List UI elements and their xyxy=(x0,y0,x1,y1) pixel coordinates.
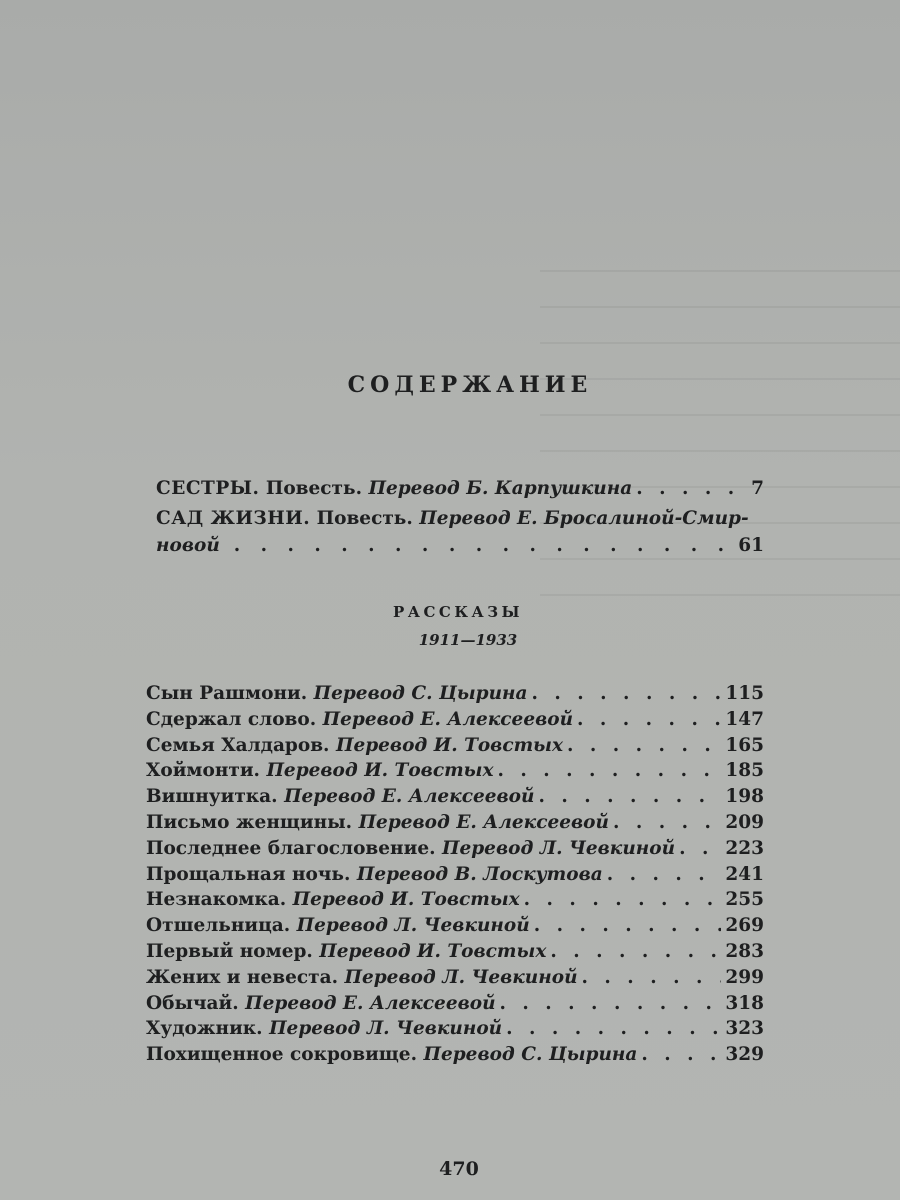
toc-entry-garden-of-life-cont xyxy=(156,535,764,556)
toc-story-entry xyxy=(146,735,764,756)
entry-translation: Перевод И. Товстых xyxy=(266,760,494,782)
entry-page: 198 xyxy=(725,786,764,808)
leader-dots xyxy=(534,915,722,936)
entry-translation: Перевод Е. Алексеевой xyxy=(245,992,496,1014)
entry-page: 318 xyxy=(725,992,764,1014)
page-number: 470 xyxy=(439,1158,479,1180)
entry-translation: Перевод И. Товстых xyxy=(335,734,564,756)
entry-page: 283 xyxy=(725,941,764,962)
entry-translation: Перевод В. Лоскутова xyxy=(356,863,603,885)
leader-dots xyxy=(636,478,740,499)
entry-page: 255 xyxy=(725,889,764,911)
entry-page: 209 xyxy=(725,812,764,833)
entry-title: Сын Рашмони. xyxy=(146,683,308,704)
toc-story-entry xyxy=(146,915,764,936)
leader-dots xyxy=(524,889,722,910)
toc-story-entry xyxy=(146,1044,764,1065)
entry-translation-cont: новой xyxy=(156,535,220,556)
entry-page: 269 xyxy=(725,915,764,937)
entry-page: 223 xyxy=(725,837,764,859)
leader-dots xyxy=(679,838,721,859)
leader-dots xyxy=(506,1018,721,1039)
entry-page: 241 xyxy=(725,863,764,885)
entry-title: Отшельница. xyxy=(146,915,291,937)
toc-story-entry xyxy=(146,786,764,807)
entry-page: 185 xyxy=(725,760,764,782)
toc-story-entry xyxy=(146,1018,764,1039)
toc-story-entry xyxy=(146,838,764,859)
entry-page: 323 xyxy=(725,1018,764,1040)
toc-story-entry xyxy=(146,993,764,1014)
toc-entry-garden-of-life xyxy=(156,508,764,529)
entry-title: Прощальная ночь. xyxy=(146,863,351,885)
leader-dots xyxy=(234,535,732,556)
stories-heading: РАССКАЗЫ xyxy=(392,603,524,621)
toc-story-entry xyxy=(146,941,764,962)
entry-page: 329 xyxy=(725,1044,764,1066)
toc-story-entry xyxy=(146,709,764,730)
entry-title: Семья Халдаров. xyxy=(146,734,330,756)
entry-translation: Перевод И. Товстых xyxy=(319,941,547,962)
leader-dots xyxy=(567,735,721,756)
leader-dots xyxy=(532,683,722,704)
leader-dots xyxy=(582,967,722,988)
stories-years: 1911—1933 xyxy=(418,631,518,649)
entry-title: Незнакомка. xyxy=(146,889,287,911)
entry-translation: Перевод Л. Чевкиной xyxy=(442,837,676,859)
entry-translation: Перевод Л. Чевкиной xyxy=(269,1018,503,1040)
entry-title: СЕСТРЫ. xyxy=(156,478,260,499)
entry-translation: Перевод Е. Алексеевой xyxy=(358,812,609,833)
entry-translation: Перевод Л. Чевкиной xyxy=(296,915,530,937)
entry-translation: Перевод Е. Алексеевой xyxy=(322,708,574,730)
entry-page: 61 xyxy=(738,535,764,556)
entry-title: Хоймонти. xyxy=(146,760,260,782)
entry-title: Художник. xyxy=(146,1018,263,1040)
leader-dots xyxy=(577,709,721,730)
entry-title: Похищенное сокровище. xyxy=(146,1044,418,1066)
entry-genre: Повесть. xyxy=(265,478,363,499)
entry-translation: Перевод И. Товстых xyxy=(292,889,520,911)
leader-dots xyxy=(498,760,722,781)
leader-dots xyxy=(538,786,721,807)
entry-genre: Повесть. xyxy=(316,508,413,529)
entry-title: Сдержал слово. xyxy=(146,708,317,730)
leader-dots xyxy=(613,812,721,833)
entry-translation: Перевод С. Цырина xyxy=(313,683,528,704)
entry-title: Жених и невеста. xyxy=(146,966,339,988)
entry-title: Вишнуитка. xyxy=(146,786,278,808)
entry-translation: Перевод Е. Бросалиной-Смир- xyxy=(419,508,749,529)
entry-page: 299 xyxy=(725,966,764,988)
toc-story-entry xyxy=(146,683,764,704)
toc-story-entry xyxy=(146,967,764,988)
toc-story-entry xyxy=(146,812,764,833)
entry-page: 147 xyxy=(725,708,764,730)
contents-title: СОДЕРЖАНИЕ xyxy=(347,372,593,398)
leader-dots xyxy=(607,864,722,885)
toc-story-entry xyxy=(146,889,764,910)
entry-title: Последнее благословение. xyxy=(146,837,436,859)
toc-story-entry xyxy=(146,760,764,781)
entry-page: 115 xyxy=(725,683,764,704)
entry-title: Первый номер. xyxy=(146,941,313,962)
entry-translation: Перевод Л. Чевкиной xyxy=(344,966,578,988)
leader-dots xyxy=(500,993,722,1014)
entry-translation: Перевод Е. Алексеевой xyxy=(284,786,535,808)
bleed-through-text xyxy=(540,240,900,620)
entry-title: Обычай. xyxy=(146,992,239,1014)
toc-story-entry xyxy=(146,864,764,885)
leader-dots xyxy=(550,941,721,962)
toc-entry-sisters xyxy=(156,478,764,499)
leader-dots xyxy=(641,1044,721,1065)
entry-translation: Перевод Б. Карпушкина xyxy=(368,478,633,499)
entry-page: 165 xyxy=(725,734,764,756)
entry-title: САД ЖИЗНИ. xyxy=(156,508,311,529)
entry-translation: Перевод С. Цырина xyxy=(423,1044,638,1066)
entry-page: 7 xyxy=(751,478,764,499)
entry-title: Письмо женщины. xyxy=(146,812,353,833)
